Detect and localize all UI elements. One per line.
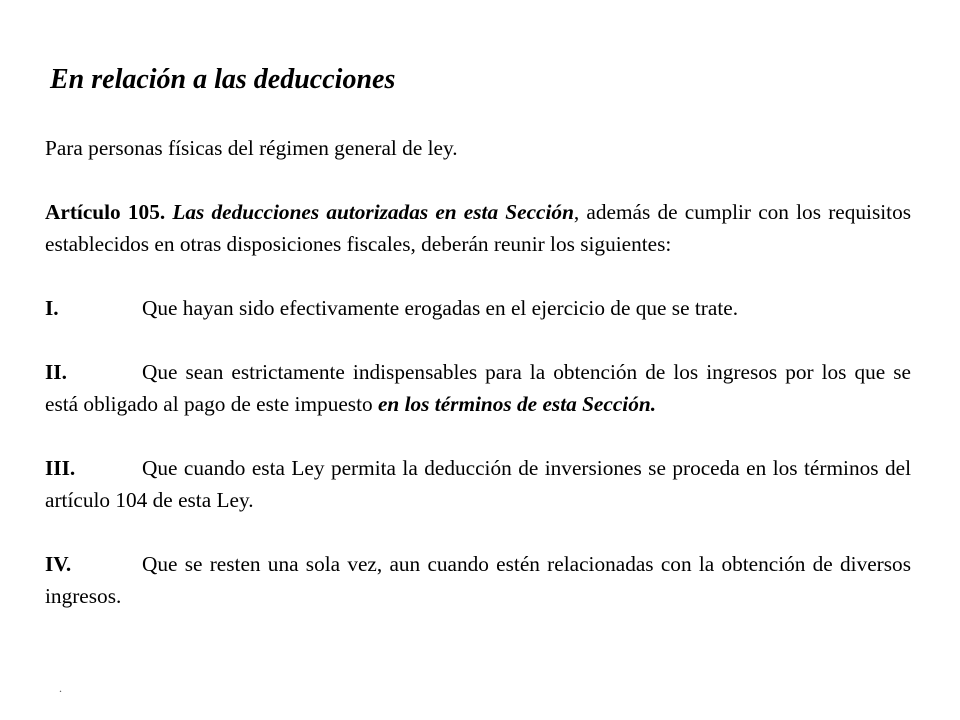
article-label: Artículo 105. bbox=[45, 200, 166, 224]
item-iii bbox=[45, 452, 911, 516]
item-emphasis: en los términos de esta Sección. bbox=[377, 392, 657, 416]
footer-mark: . bbox=[59, 681, 62, 695]
item-numeral: IV. bbox=[45, 552, 72, 576]
item-numeral: II. bbox=[45, 360, 67, 384]
item-numeral: III. bbox=[45, 456, 76, 480]
item-text: Que hayan sido efectivamente erogadas en el ejercicio de que se trate. bbox=[142, 296, 739, 320]
article-paragraph bbox=[45, 196, 911, 260]
item-text: Que se resten una sola vez, aun cuando estén relacionadas con la obtención de diversos ingresos. bbox=[45, 552, 911, 608]
article-emphasis: Las deducciones autorizadas en esta Sección bbox=[172, 200, 574, 224]
body-text bbox=[45, 132, 911, 612]
item-iv bbox=[45, 548, 911, 612]
item-i bbox=[45, 292, 911, 324]
item-numeral: I. bbox=[45, 296, 59, 320]
intro-paragraph: Para personas físicas del régimen general de ley. bbox=[45, 136, 458, 160]
item-text: Que sean estrictamente indispensables para la obtención de los ingresos por los que se está obligado al pago de este impuesto bbox=[45, 360, 911, 416]
item-text: Que cuando esta Ley permita la deducción de inversiones se proceda en los términos del artículo 104 de esta Ley. bbox=[45, 456, 911, 512]
slide-title: En relación a las deducciones bbox=[50, 64, 396, 95]
article-rest: , además de cumplir con los requisitos establecidos en otras disposiciones fiscales, deberán reunir los siguientes: bbox=[45, 200, 912, 256]
item-ii bbox=[45, 356, 911, 420]
